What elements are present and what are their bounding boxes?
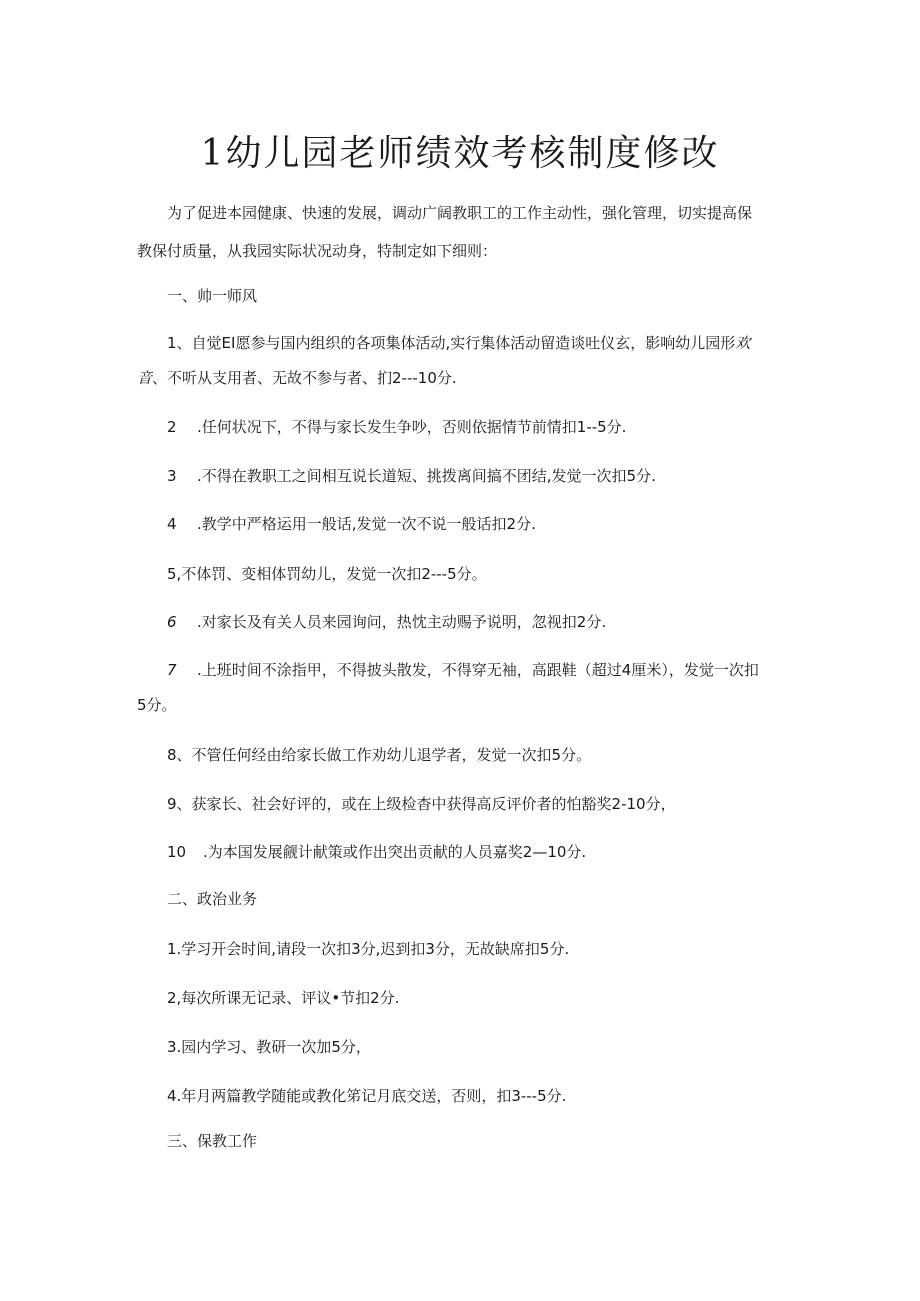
item-2-text: .任何状况下，不得与家长发生争吵，否则依据情节前情扣1--5分. bbox=[197, 418, 627, 436]
section-heading-3: 三、保教工作 bbox=[167, 1132, 258, 1150]
item-4 bbox=[167, 508, 797, 541]
item-4-number: 4 bbox=[167, 515, 177, 533]
item-2 bbox=[167, 411, 797, 444]
section-heading-1: 一、帅一师风 bbox=[167, 287, 258, 305]
item-2-number: 2 bbox=[167, 418, 177, 436]
section-heading-2: 二、政治业务 bbox=[167, 890, 258, 908]
item-1-text: 1、自觉EI愿参与国内组织的各项集体活动,实行集体活动留造谈吐仪玄，影响幼儿园形 bbox=[167, 334, 736, 352]
item-2-2: 2,每次所课无记录、评议•节扣2分. bbox=[167, 989, 400, 1007]
item-10 bbox=[167, 836, 797, 869]
intro-line-2: 教保付质量，从我园实际状况动身，特制定如下细则： bbox=[137, 242, 498, 260]
item-7-number: 7 bbox=[167, 661, 177, 679]
document-title: 1幼儿园老师绩效考核制度修改 bbox=[200, 133, 720, 174]
item-3 bbox=[167, 460, 797, 493]
item-2-3: 3.园内学习、教研一次加5分， bbox=[167, 1038, 371, 1056]
item-9: 9、获家长、社会好评的，或在上级检杳中获得高反评价者的怕豁奖2-10分， bbox=[167, 795, 676, 813]
item-2-1: 1.学习开会时间,请段一次扣3分,迟到扣3分，无故缺席扣5分. bbox=[167, 940, 570, 958]
item-3-text: .不得在教职工之间相互说长道短、挑拨离间搞不团结,发觉一次扣5分. bbox=[197, 467, 656, 485]
item-7-line-2: 5分。 bbox=[137, 696, 177, 714]
item-7 bbox=[167, 654, 797, 687]
item-10-text: .为本国发展觎计献策或作出突出贡献的人员嘉奖2—10分. bbox=[203, 843, 587, 861]
item-6-text: .对家长及有关人员来园询问，热忱主动赐予说明，忽视扣2分. bbox=[197, 613, 607, 631]
item-7-text: .上班时间不涂指甲，不得披头散发，不得穿无袖，高跟鞋（超过4厘米），发觉一次扣 bbox=[197, 661, 759, 679]
item-1-text-2: 、不听从支用者、无故不参与者、扪2---10分. bbox=[152, 369, 457, 387]
item-10-number: 10 bbox=[167, 843, 187, 861]
item-6-number: 6 bbox=[167, 613, 177, 631]
item-8: 8、不管任何经由给家长做工作劝幼儿退学者，发觉一次扣5分。 bbox=[167, 746, 592, 764]
intro-line-1: 为了促进本园健康、快速的发展，调动广阔教职工的工作主动性，强化管理，切实提高保 bbox=[167, 204, 753, 222]
item-1-line-2 bbox=[137, 362, 787, 395]
item-4-text: .教学中严格运用一般话,发觉一次不说一般话扣2分. bbox=[197, 515, 536, 533]
item-1-head: 音 bbox=[137, 369, 153, 387]
item-1-line-1 bbox=[167, 327, 797, 360]
item-5: 5,不体罚、变相体罚幼儿，发觉一次扣2---5分。 bbox=[167, 565, 487, 583]
item-6 bbox=[167, 606, 797, 639]
item-1-tail: 欢 bbox=[735, 334, 751, 352]
item-2-4: 4.年月两篇教学随能或教化笫记月底交送，否则，扣3---5分. bbox=[167, 1087, 567, 1105]
item-3-number: 3 bbox=[167, 467, 177, 485]
